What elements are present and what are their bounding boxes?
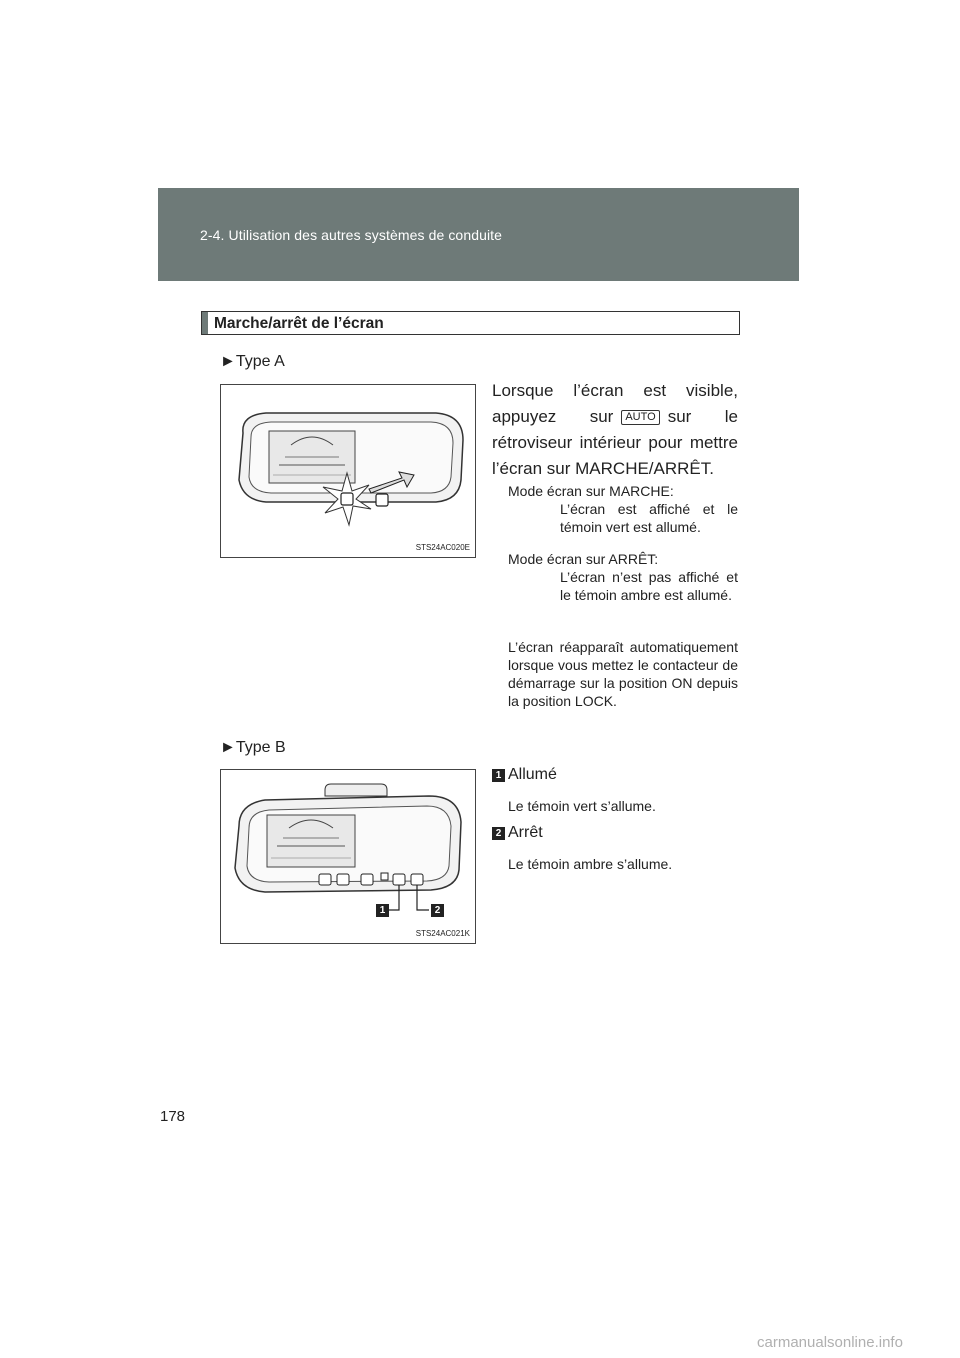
item-1-number: 1 (492, 769, 505, 782)
item-2-desc: Le témoin ambre s’allume. (508, 856, 673, 872)
mode-on-desc: L’écran est affiché et le témoin vert est allumé. (560, 501, 738, 535)
figure-code-b: STS24AC021K (415, 929, 470, 938)
item-2-title: Arrêt (508, 824, 543, 841)
page-number: 178 (160, 1108, 186, 1125)
type-a-label: ►Type A (220, 353, 285, 370)
auto-key-label: AUTO (621, 410, 659, 425)
mirror-illustration-b (221, 770, 475, 943)
item-1-title: Allumé (508, 766, 557, 783)
chapter-title: 2-4. Utilisation des autres systèmes de conduite (200, 227, 503, 243)
instruction-text-2: sur le rétroviseur intérieur pour mettre l’écran sur MARCHE/ARRÊT. (492, 407, 738, 478)
chapter-header (158, 188, 799, 281)
item-1-desc: Le témoin vert s’allume. (508, 798, 656, 814)
button-icon (376, 494, 388, 506)
item-2-number: 2 (492, 827, 505, 840)
figure-code-a: STS24AC020E (415, 543, 470, 552)
section-title-box (201, 311, 740, 335)
mode-on-label: Mode écran sur MARCHE: (508, 483, 674, 499)
type-a-instruction (492, 378, 738, 482)
type-a-note: L’écran réapparaît automatiquement lorsque vous mettez le contacteur de démarrage sur la position ON depuis la position LOCK. (508, 639, 738, 709)
section-title: Marche/arrêt de l’écran (214, 315, 384, 332)
figure-type-b (220, 769, 476, 944)
type-b-label: ►Type B (220, 739, 286, 756)
watermark[interactable]: carmanualsonline.info (757, 1334, 903, 1351)
mode-off-desc: L’écran n’est pas affiché et le témoin ambre est allumé. (560, 569, 738, 603)
mirror-illustration-a (221, 385, 475, 557)
instruction-text-1: Lorsque l’écran est visible, appuyez sur (492, 381, 738, 426)
callout-1: 1 (376, 904, 389, 917)
section-title-bar (202, 312, 208, 334)
callout-2: 2 (431, 904, 444, 917)
mode-off-label: Mode écran sur ARRÊT: (508, 551, 659, 567)
figure-type-a (220, 384, 476, 558)
